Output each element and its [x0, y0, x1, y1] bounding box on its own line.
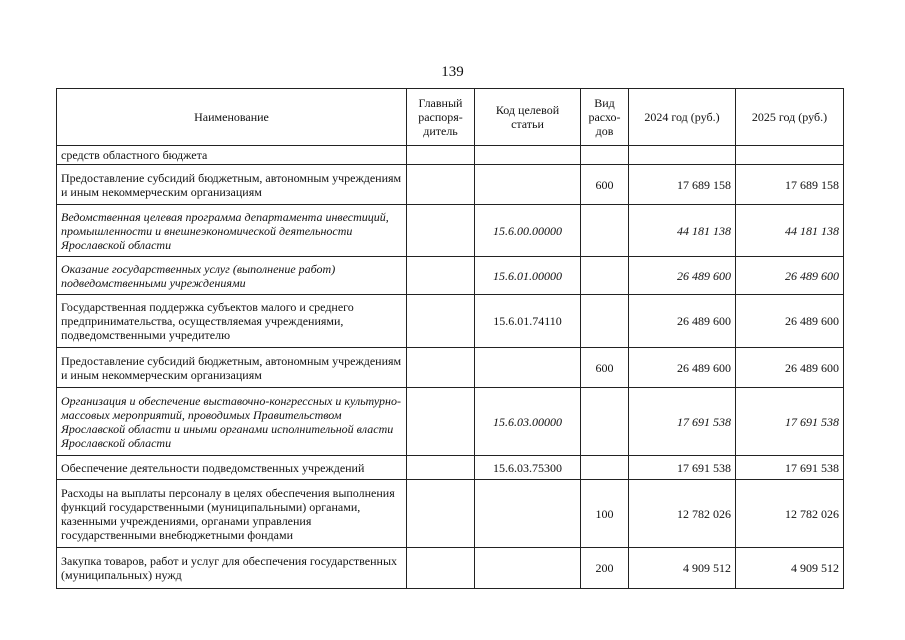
cell-name: Закупка товаров, работ и услуг для обеспечения государственных (муниципальных) нужд [57, 548, 407, 589]
cell-y2025: 17 691 538 [736, 388, 844, 456]
cell-admin [407, 205, 475, 257]
cell-y2025: 44 181 138 [736, 205, 844, 257]
cell-admin [407, 146, 475, 165]
header-type: Вид расхо-дов [581, 89, 629, 146]
cell-code [475, 165, 581, 205]
cell-name: средств областного бюджета [57, 146, 407, 165]
cell-type: 100 [581, 480, 629, 548]
cell-y2024: 26 489 600 [629, 348, 736, 388]
cell-type [581, 205, 629, 257]
cell-type: 600 [581, 165, 629, 205]
cell-y2025: 26 489 600 [736, 257, 844, 295]
cell-type: 200 [581, 548, 629, 589]
cell-admin [407, 348, 475, 388]
cell-name: Оказание государственных услуг (выполнение работ) подведомственными учреждениями [57, 257, 407, 295]
cell-admin [407, 388, 475, 456]
cell-y2024: 17 691 538 [629, 456, 736, 480]
cell-y2024: 4 909 512 [629, 548, 736, 589]
budget-table [56, 88, 844, 589]
cell-y2025: 26 489 600 [736, 348, 844, 388]
table-row [57, 388, 844, 456]
cell-code: 15.6.03.00000 [475, 388, 581, 456]
cell-code [475, 480, 581, 548]
cell-y2024: 12 782 026 [629, 480, 736, 548]
cell-type: 600 [581, 348, 629, 388]
cell-type [581, 456, 629, 480]
cell-name: Ведомственная целевая программа департамента инвестиций, промышленности и внешнеэкономической деятельности Ярославской области [57, 205, 407, 257]
table-header-row [57, 89, 844, 146]
cell-admin [407, 480, 475, 548]
cell-admin [407, 165, 475, 205]
cell-type [581, 146, 629, 165]
cell-type [581, 388, 629, 456]
table-row [57, 480, 844, 548]
cell-y2025: 17 689 158 [736, 165, 844, 205]
cell-type [581, 257, 629, 295]
cell-y2024: 26 489 600 [629, 257, 736, 295]
header-name: Наименование [57, 89, 407, 146]
cell-y2024: 17 691 538 [629, 388, 736, 456]
table-row [57, 165, 844, 205]
page-number: 139 [441, 64, 464, 80]
cell-admin [407, 295, 475, 348]
cell-admin [407, 456, 475, 480]
cell-code: 15.6.01.00000 [475, 257, 581, 295]
table-row [57, 257, 844, 295]
header-2025: 2025 год (руб.) [736, 89, 844, 146]
cell-admin [407, 548, 475, 589]
cell-name: Предоставление субсидий бюджетным, автономным учреждениям и иным некоммерческим организациям [57, 348, 407, 388]
cell-y2024: 26 489 600 [629, 295, 736, 348]
cell-y2025 [736, 146, 844, 165]
table-row [57, 548, 844, 589]
cell-y2024 [629, 146, 736, 165]
cell-y2024: 17 689 158 [629, 165, 736, 205]
cell-code: 15.6.00.00000 [475, 205, 581, 257]
cell-name: Расходы на выплаты персоналу в целях обеспечения выполнения функций государственными (муниципальными) органами, казенными учреждениями, органами управления государственными внебюджетными фондами [57, 480, 407, 548]
cell-y2024: 44 181 138 [629, 205, 736, 257]
cell-y2025: 17 691 538 [736, 456, 844, 480]
cell-code [475, 548, 581, 589]
cell-code [475, 146, 581, 165]
cell-type [581, 295, 629, 348]
cell-name: Государственная поддержка субъектов малого и среднего предпринимательства, осуществляемая учреждениями, подведомственными учредителю [57, 295, 407, 348]
table-row [57, 456, 844, 480]
header-admin: Главный распоря-дитель [407, 89, 475, 146]
cell-y2025: 26 489 600 [736, 295, 844, 348]
cell-admin [407, 257, 475, 295]
table-row [57, 146, 844, 165]
header-2024: 2024 год (руб.) [629, 89, 736, 146]
cell-y2025: 4 909 512 [736, 548, 844, 589]
cell-code: 15.6.01.74110 [475, 295, 581, 348]
header-code: Код целевой статьи [475, 89, 581, 146]
table-row [57, 205, 844, 257]
cell-code [475, 348, 581, 388]
table-row [57, 348, 844, 388]
cell-name: Организация и обеспечение выставочно-конгрессных и культурно-массовых мероприятий, проводимых Правительством Ярославской области и иными органами исполнительной власти Ярославской области [57, 388, 407, 456]
cell-code: 15.6.03.75300 [475, 456, 581, 480]
cell-name: Предоставление субсидий бюджетным, автономным учреждениям и иным некоммерческим организациям [57, 165, 407, 205]
table-row [57, 295, 844, 348]
cell-y2025: 12 782 026 [736, 480, 844, 548]
cell-name: Обеспечение деятельности подведомственных учреждений [57, 456, 407, 480]
